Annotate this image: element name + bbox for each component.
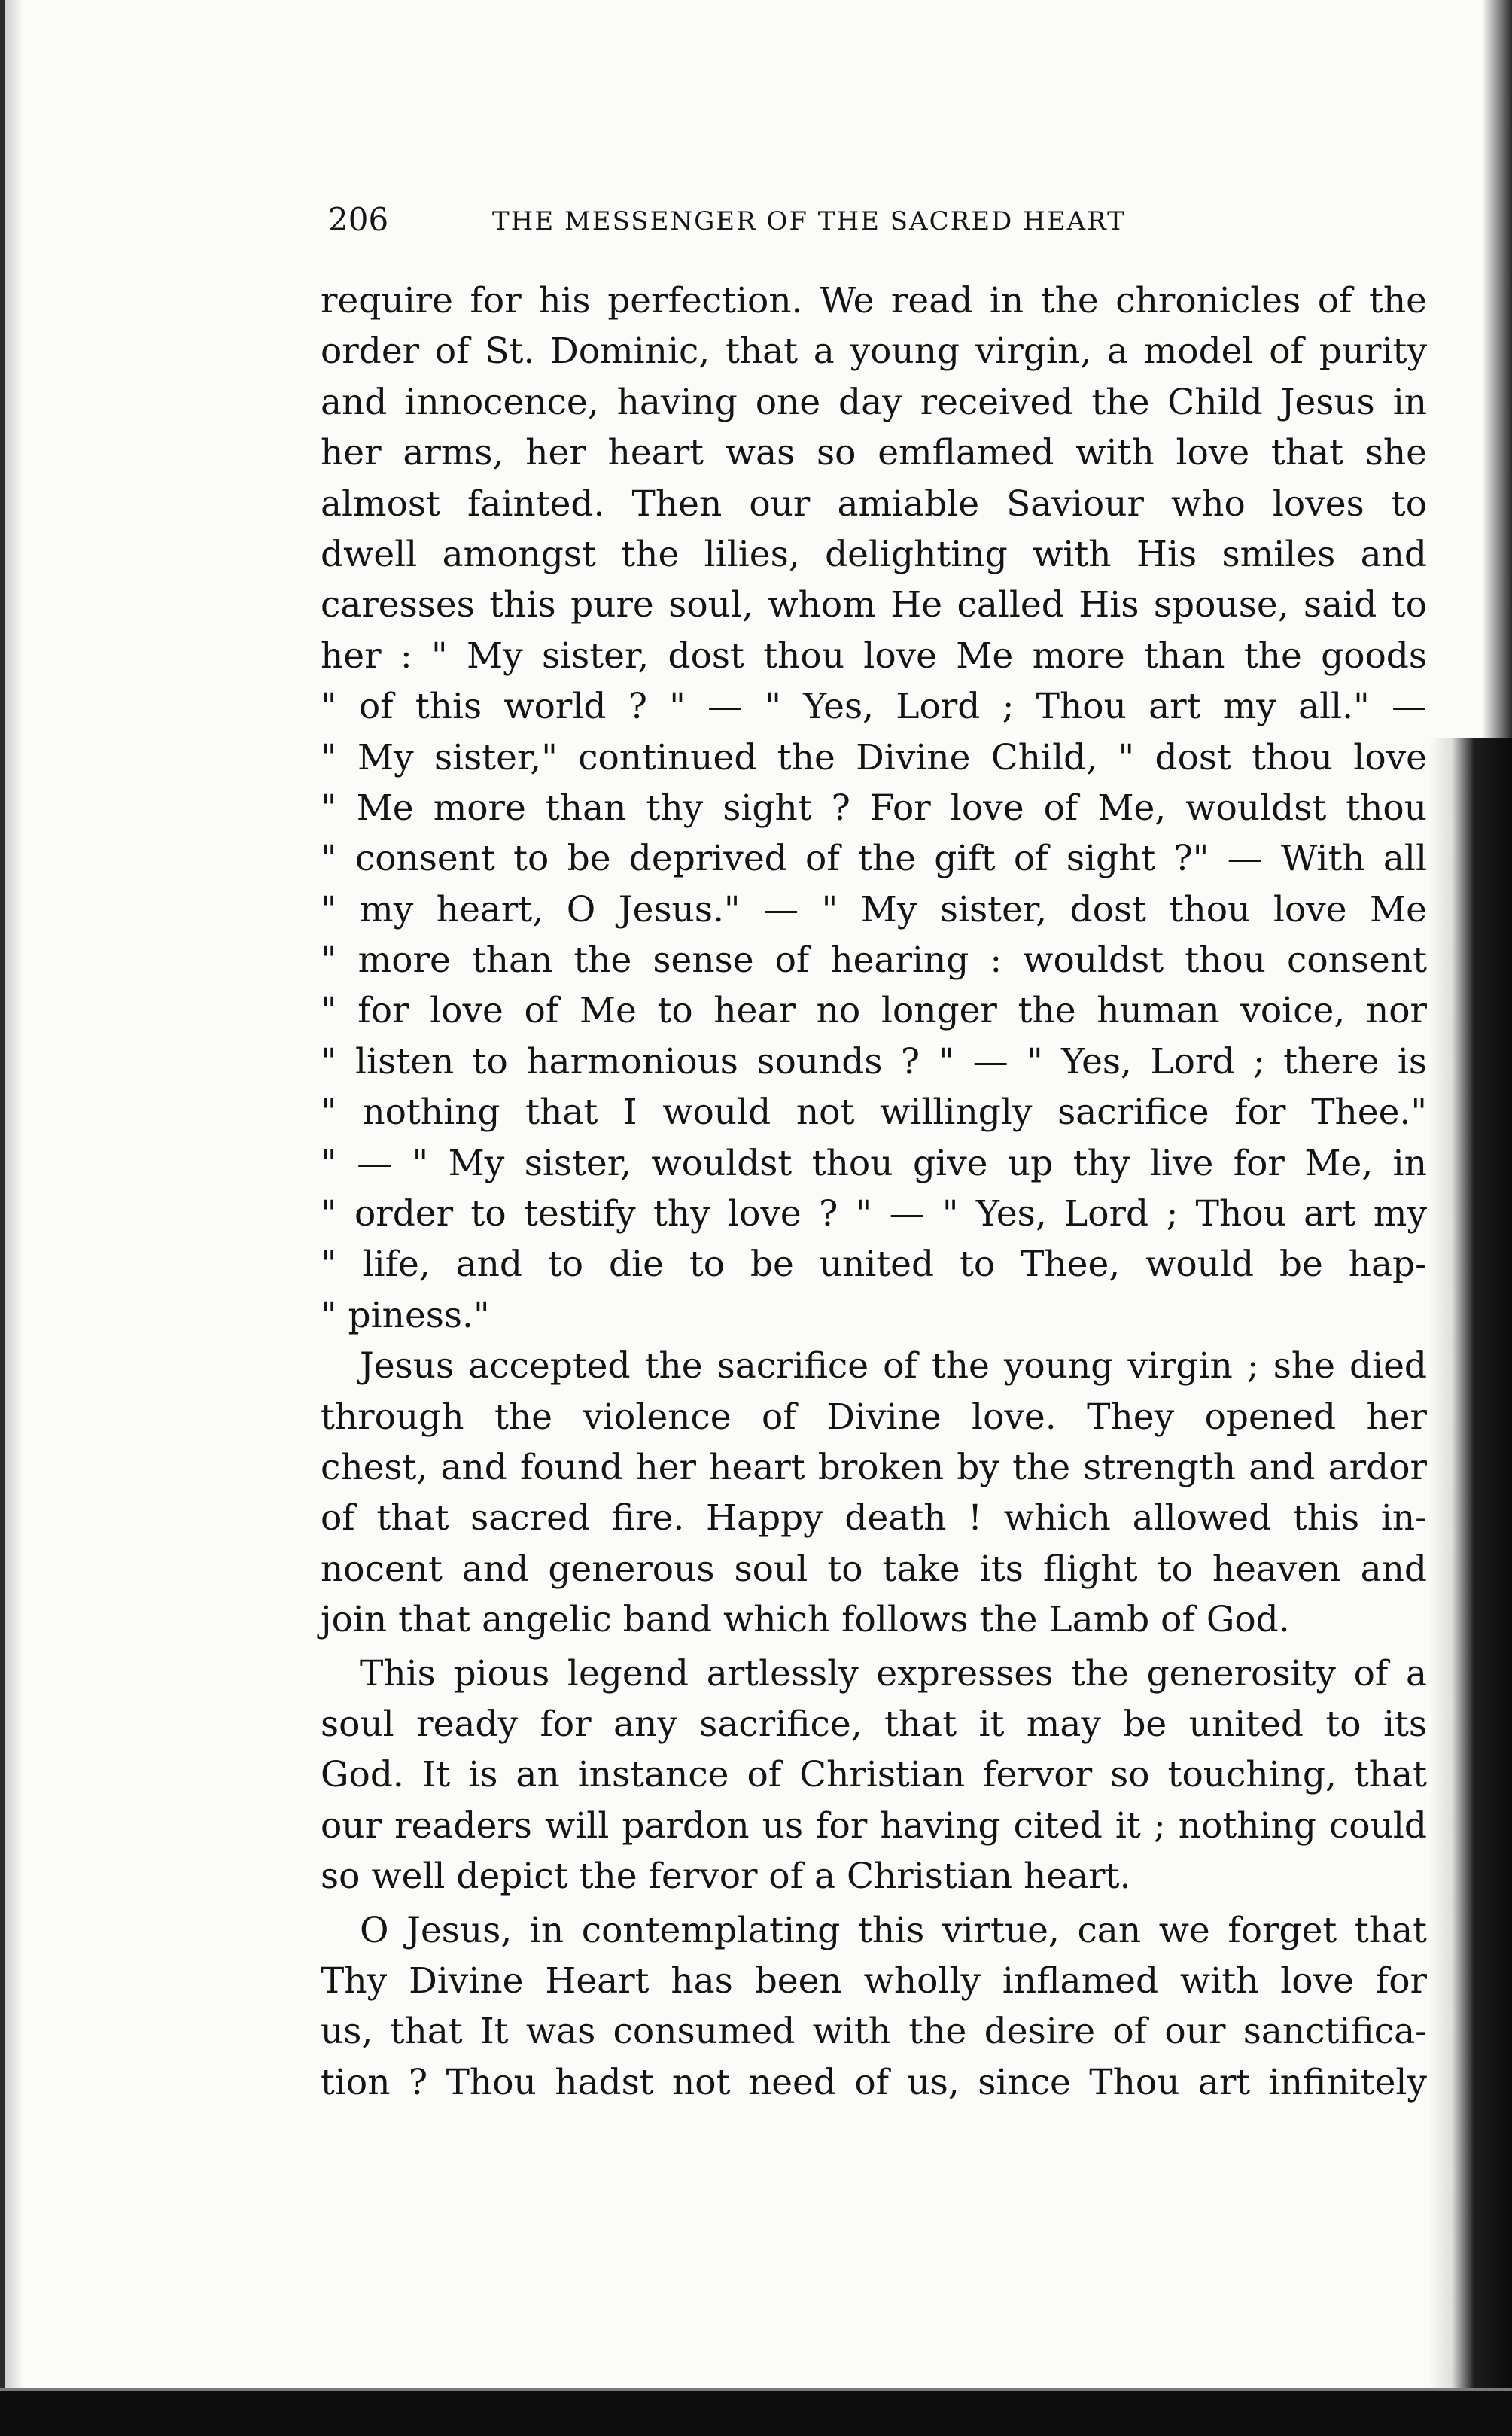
text-line: her arms, her heart was so emflamed with love that she: [321, 432, 1427, 474]
text-line: join that angelic band which follows the Lamb of God.: [321, 1599, 1290, 1641]
text-line: " consent to be deprived of the gift of sight ?" — With all: [321, 838, 1427, 880]
text-line: " life, and to die to be united to Thee, would be hap-: [321, 1244, 1427, 1286]
text-line: " nothing that I would not willingly sacrifice for Thee.": [321, 1092, 1427, 1134]
text-line: " Me more than thy sight ? For love of Me, wouldst thou: [321, 787, 1427, 829]
text-line: " my heart, O Jesus." — " My sister, dost thou love Me: [321, 888, 1427, 930]
text-line: her : " My sister, dost thou love Me more than the goods: [321, 635, 1427, 677]
text-line: require for his perfection. We read in the chronicles of the: [321, 280, 1427, 321]
text-line: our readers will pardon us for having cited it ; nothing could: [321, 1804, 1427, 1847]
text-line: " My sister," continued the Divine Child, " dost thou love: [321, 736, 1427, 778]
paragraph-start-line: This pious legend artlessly expresses the generosity of a: [360, 1652, 1427, 1695]
text-line: almost fainted. Then our amiable Saviour who loves to: [321, 483, 1427, 525]
running-title: THE MESSENGER OF THE SACRED HEART: [492, 206, 1126, 236]
text-line: through the violence of Divine love. They opened her: [321, 1396, 1427, 1438]
text-line: God. It is an instance of Christian fervor so touching, that: [321, 1754, 1427, 1796]
text-line: " — " My sister, wouldst thou give up thy live for Me, in: [321, 1142, 1427, 1184]
text-line: " order to testify thy love ? " — " Yes, Lord ; Thou art my: [321, 1193, 1427, 1235]
paragraph-start-line: O Jesus, in contemplating this virtue, can we forget that: [360, 1909, 1427, 1951]
text-line: and innocence, having one day received the Child Jesus in: [321, 381, 1427, 423]
text-line: caresses this pure soul, whom He called His spouse, said to: [321, 584, 1427, 626]
page-header: [328, 197, 1427, 250]
text-line: " for love of Me to hear no longer the human voice, nor: [321, 990, 1427, 1032]
text-line: " more than the sense of hearing : wouldst thou consent: [321, 939, 1427, 982]
scan-right-shadow-fade: [1429, 0, 1512, 738]
scan-left-edge: [0, 0, 23, 2436]
text-line: Thy Divine Heart has been wholly inflamed with love for: [321, 1959, 1427, 2002]
text-line: " piness.": [321, 1294, 490, 1336]
text-line: of that sacred fire. Happy death ! which allowed this in-: [321, 1497, 1427, 1539]
text-line: dwell amongst the lilies, delighting with His smiles and: [321, 533, 1427, 575]
text-line: so well depict the fervor of a Christian heart.: [321, 1856, 1131, 1898]
text-line: chest, and found her heart broken by the strength and ardor: [321, 1446, 1427, 1488]
text-line: " of this world ? " — " Yes, Lord ; Thou art my all." —: [321, 686, 1427, 728]
page-number: 206: [328, 201, 389, 238]
text-line: tion ? Thou hadst not need of us, since Thou art infinitely: [321, 2061, 1427, 2103]
text-line: us, that It was consumed with the desire of our sanctifica-: [321, 2011, 1427, 2053]
paragraph-start-line: Jesus accepted the sacrifice of the young virgin ; she died: [360, 1345, 1427, 1387]
scan-bottom-edge: [0, 2391, 1512, 2436]
text-line: " listen to harmonious sounds ? " — " Yes, Lord ; there is: [321, 1040, 1427, 1082]
text-line: soul ready for any sacrifice, that it may be united to its: [321, 1703, 1427, 1745]
text-line: order of St. Dominic, that a young virgin, a model of purity: [321, 330, 1427, 373]
body-text: [321, 276, 1427, 2108]
text-line: nocent and generous soul to take its flight to heaven and: [321, 1548, 1427, 1590]
